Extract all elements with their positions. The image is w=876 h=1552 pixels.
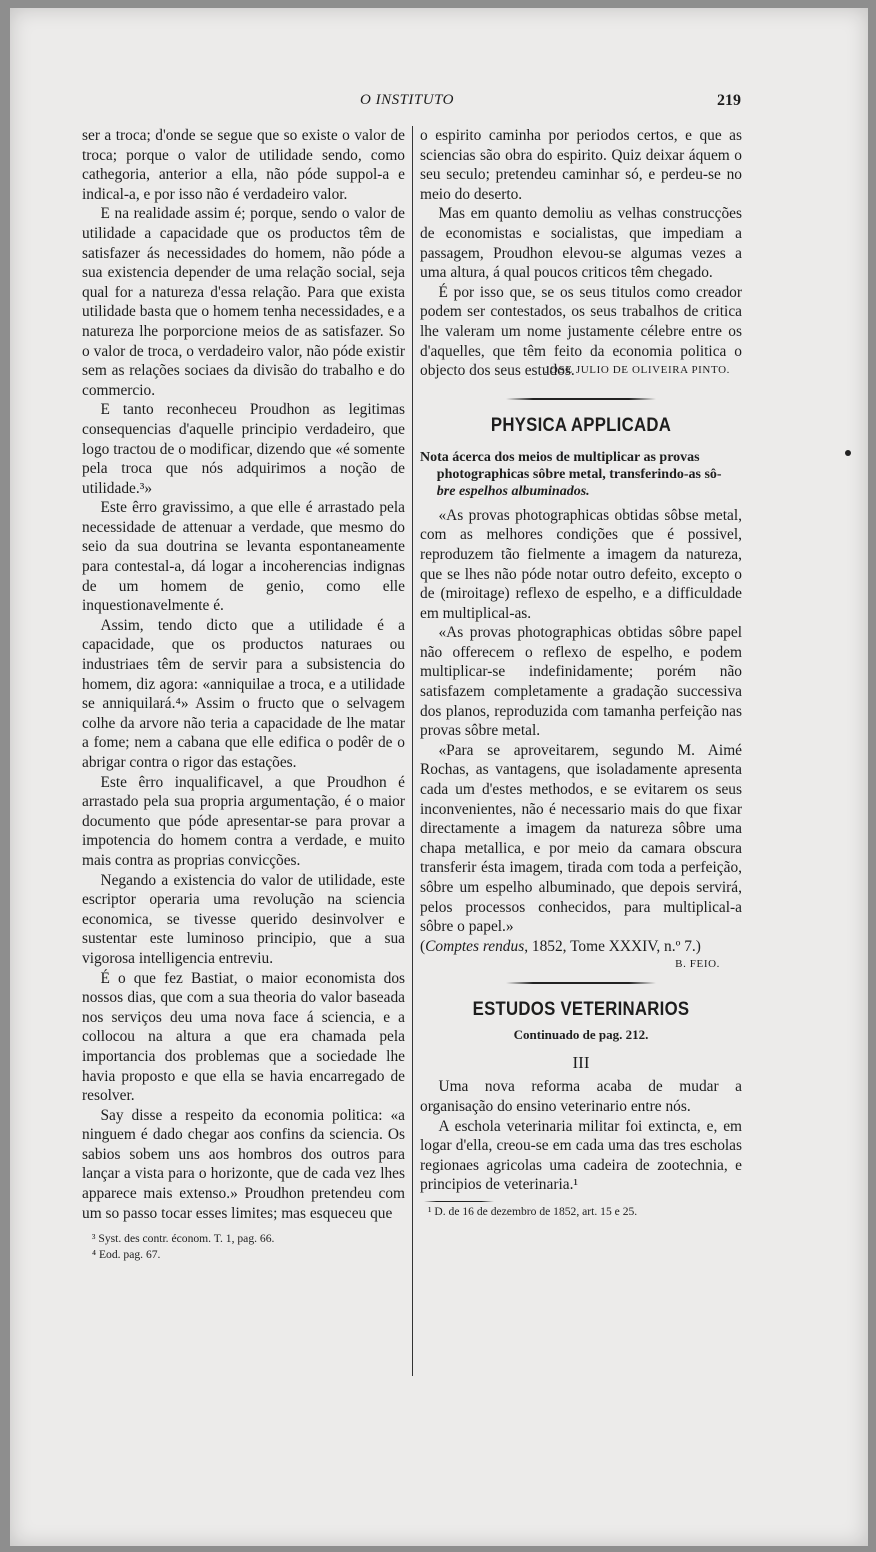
paragraph: Say disse a respeito da economia politica: «a ninguem é dado chegar aos confins da sciencia. Os sabios sobem uns aos hombros dos outros para lançar a vista para o horizonte, que de cada vez lhes apparece mais extenso.» Proudhon pretendeu com um so passo tocar esses limites; mas esqueceu que bbox=[82, 1106, 405, 1222]
running-title: O INSTITUTO bbox=[360, 92, 454, 108]
left-column bbox=[82, 126, 405, 1263]
section-title: PHYSICA APPLICADA bbox=[490, 413, 672, 436]
paragraph: Mas em quanto demoliu as velhas construcções de economistas e socialistas, que impediam a passagem, Proudhon elevou-se algumas vezes a uma altura, á qual poucos criticos têm chegado. bbox=[420, 205, 742, 282]
paragraph: A eschola veterinaria militar foi extincta, e, em logar d'ella, creou-se em cada uma das tres escholas regionaes agricolas uma cadeira de zootechnia, e principios de veterinaria.¹ bbox=[420, 1117, 742, 1194]
footnote: ³ Syst. des contr. économ. T. 1, pag. 66. bbox=[92, 1232, 275, 1246]
page-number: 219 bbox=[717, 92, 741, 109]
section-ornament bbox=[506, 398, 656, 400]
footnote-rule bbox=[424, 1201, 494, 1202]
paragraph: o espirito caminha por periodos certos, e que as sciencias são obra do espirito. Quiz deixar áquem o seu seculo; pretendeu caminhar só, e perdeu-se no meio do deserto. bbox=[420, 127, 742, 203]
paragraph: Este êrro inqualificavel, a que Proudhon é arrastado pela sua propria argumentação, é o maior documento que póde apresentar-se para provar a impotencia do homem contra a verdade, e muito mais contra as proprias convicções. bbox=[82, 773, 405, 869]
author-signature: JOSE JULIO DE OLIVEIRA PINTO. bbox=[545, 363, 730, 376]
paragraph: Este êrro gravissimo, a que elle é arrastado pela necessidade de attenuar a verdade, que mesmo do seio da sua doutrina se levanta espontaneamente para contestal-a, dá logar a incoherencias indignas de um homem de genio, como elle inquestionavelmente é. bbox=[82, 499, 405, 615]
scanned-page bbox=[10, 8, 868, 1546]
note-heading-text: Nota ácerca dos meios de multiplicar as provas photographicas sôbre metal, transferindo-as sô- bbox=[420, 449, 722, 482]
citation-journal: Comptes rendus bbox=[425, 937, 525, 955]
paragraph: É o que fez Bastiat, o maior economista dos nossos dias, que com a sua theoria do valor baseada nos serviços deu uma nova face á sciencia, e a collocou na altura a que era chamada pela importancia dos problemas que a sociedade lhe havia proposto e que ella se havia encarregado de resolver. bbox=[82, 969, 405, 1105]
paragraph: «As provas photographicas obtidas sôbre papel não offerecem o reflexo de espelho, e podem multiplicar-se indefinidamente; porém não satisfazem completamente a gradação successiva dos planos, reproduzida com tamanha perfeição nas provas sôbre metal. bbox=[420, 624, 742, 740]
section-title-wrap bbox=[420, 414, 742, 437]
paragraph: Negando a existencia do valor de utilidade, este escriptor operaria uma revolução na sciencia economica, se tivesse querido desinvolver e sustentar este luminoso principio, que a sua vigorosa intelligencia entreviu. bbox=[82, 871, 405, 967]
right-column bbox=[420, 126, 742, 1220]
note-heading-italic: bre espelhos albuminados. bbox=[436, 483, 590, 499]
citation bbox=[420, 937, 742, 957]
paragraph: Uma nova reforma acaba de mudar a organisação do ensino veterinario entre nós. bbox=[420, 1078, 742, 1115]
section-title-wrap bbox=[420, 998, 742, 1021]
footnote: ¹ D. de 16 de dezembro de 1852, art. 15 e 25. bbox=[428, 1204, 638, 1218]
paragraph: E na realidade assim é; porque, sendo o valor de utilidade a capacidade que os productos têm de satisfazer ás necessidades do homem, não póde a sua existencia depender de uma relação social, seja qual for a natureza d'essa relação. Para que exista utilidade basta que o homem tenha necessidades, e a natureza lhe porporcione meios de as satisfazer. So o valor de troca, o verdadeiro valor, não póde existir sem as relações sociaes da divisão do trabalho e do commercio. bbox=[82, 205, 405, 399]
paragraph: «As provas photographicas obtidas sôbse metal, com as melhores condições que é possivel, reproduzem tão fielmente a imagem da natureza, que se lhes não póde notar outro defeito, excepto o de (miroitage) reflexo de espelho, e a difficuldade em multiplical-as. bbox=[420, 506, 742, 622]
paragraph: É por isso que, se os seus titulos como creador podem ser contestados, os seus trabalhos de critica lhe valeram um nome justamente célebre entre os d'aquelles, que têm feito da economia politica o objecto dos seus estudos. bbox=[420, 283, 742, 380]
paragraph: Assim, tendo dicto que a utilidade é a capacidade, que os productos naturaes ou industriaes têm de servir para a subsistencia do homem, diz agora: «anniquilae a troca, e a utilidade se anniquilará.⁴» Assim o fructo que o selvagem colhe da arvore não teria a capacidade de lhe matar a fome; nem a cabana que elle edifica o podêr de o abrigar contra o rigor das estações. bbox=[82, 616, 405, 771]
footnote: ⁴ Eod. pag. 67. bbox=[92, 1248, 161, 1262]
section-ornament bbox=[506, 982, 656, 984]
section-subtitle: Continuado de pag. 212. bbox=[513, 1027, 649, 1043]
chapter-numeral: III bbox=[572, 1053, 590, 1073]
column-divider bbox=[412, 126, 413, 1376]
citation-details: , 1852, Tome XXXIV, n.º 7.) bbox=[524, 937, 701, 955]
author-signature: B. FEIO. bbox=[675, 958, 720, 971]
paragraph: «Para se aproveitarem, segundo M. Aimé Rochas, as vantagens, que isoladamente apresenta cada um d'estes methodos, e se evitarem os seus inconvenientes, não é necessario mais do que fixar directamente a imagem da natureza sôbre uma chapa metallica, e por meio da camara obscura transferir ésta imagem, tirada com toda a perfeição, sôbre um espelho albuminado, que depois servirá, pelos processos conhecidos, para multiplical-a sôbre o papel.» bbox=[420, 741, 742, 936]
margin-dot bbox=[845, 450, 851, 456]
citation-open: ( bbox=[420, 937, 426, 955]
section-title: ESTUDOS VETERINARIOS bbox=[472, 998, 690, 1021]
paragraph: ser a troca; d'onde se segue que so existe o valor de troca; porque o valor de utilidade sendo, como cathegoria, anterior a ella, não póde suppol-a e indical-a, e por isso não é verdadeiro valor. bbox=[82, 127, 405, 203]
note-heading bbox=[420, 449, 742, 500]
paragraph: E tanto reconheceu Proudhon as legitimas consequencias d'aquelle principio verdadeiro, que logo tractou de o modificar, dizendo que «é somente pela troca que nós adquirimos a noção de utilidade.³» bbox=[82, 401, 405, 497]
